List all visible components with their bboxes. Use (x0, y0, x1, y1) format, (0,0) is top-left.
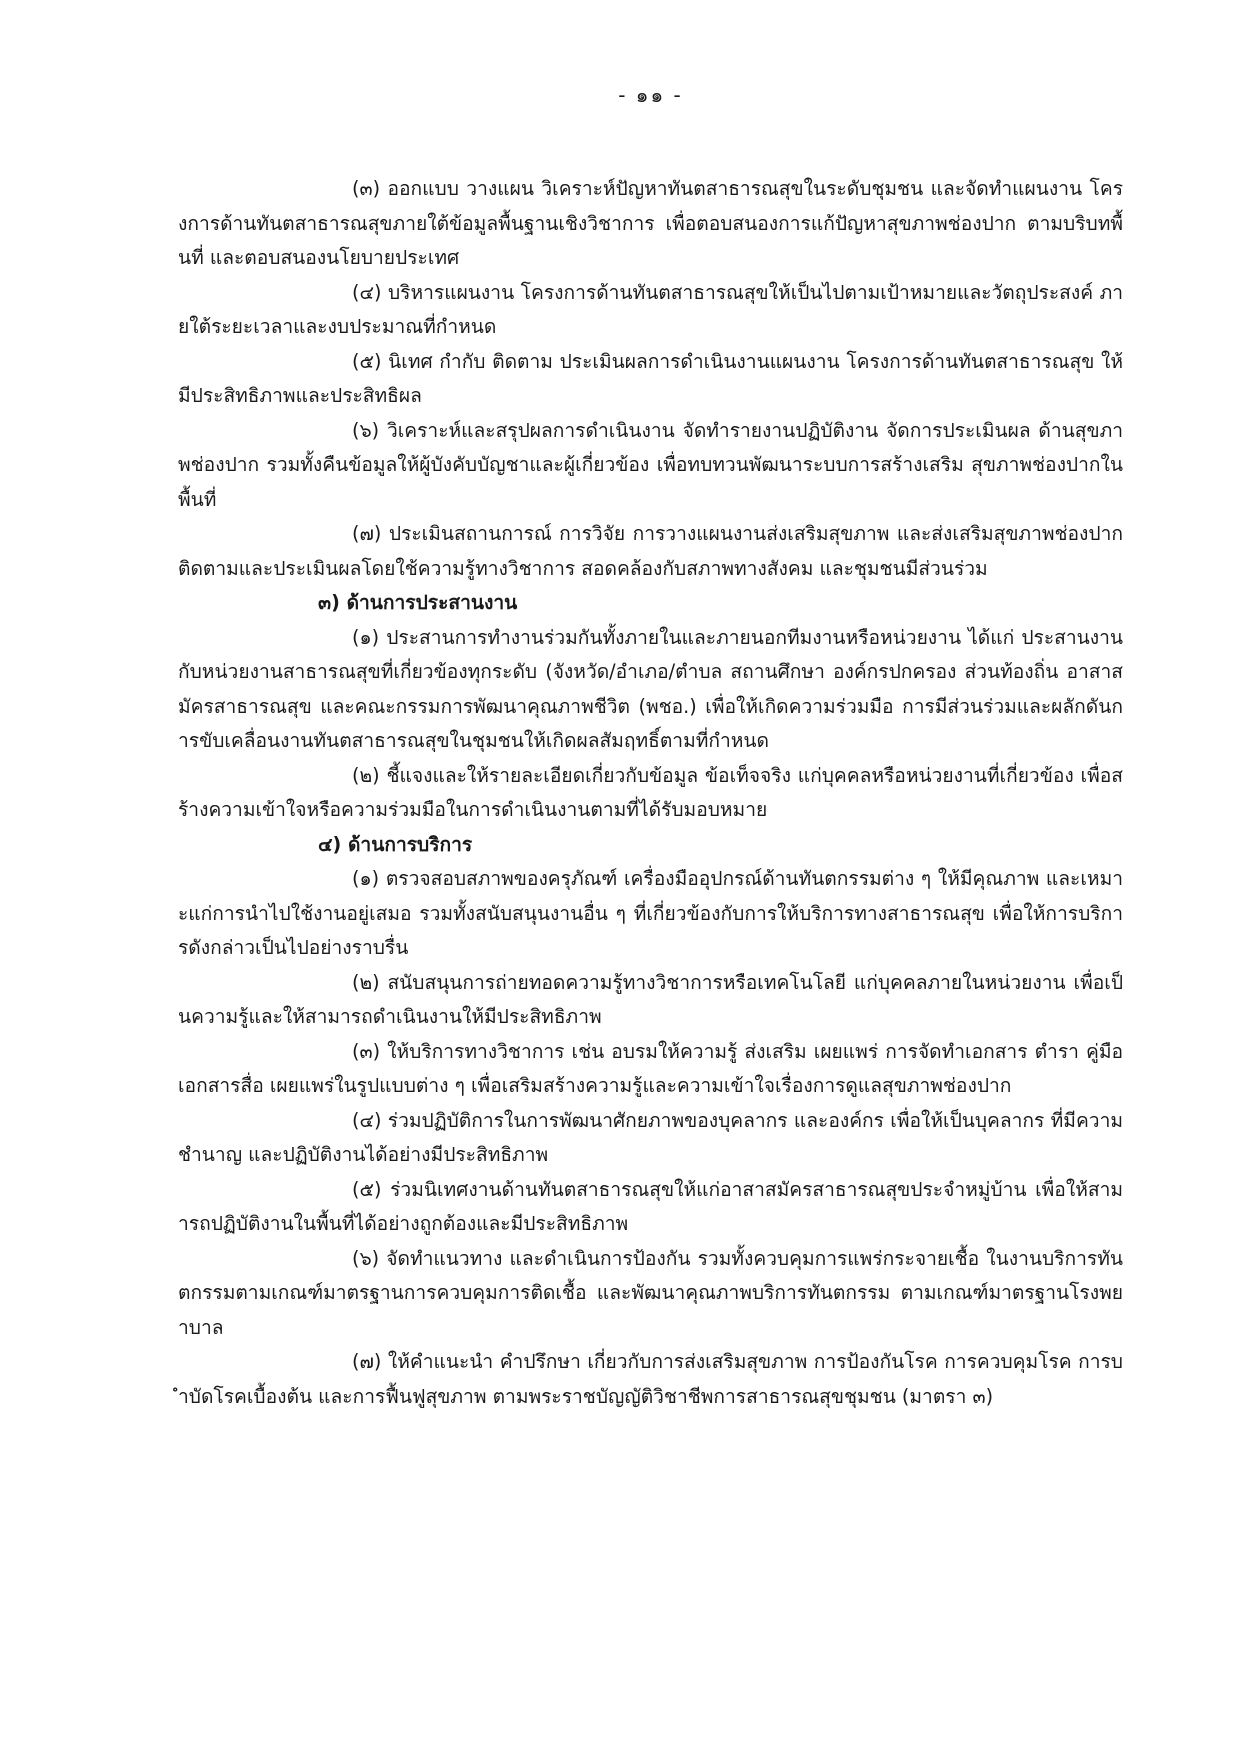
paragraph-3-design-planning: (๓) ออกแบบ วางแผน วิเคราะห์ปัญหาทันตสาธารณสุขในระดับชุมชน และจัดทำแผนงาน โครงการด้านทันตสาธารณสุขภายใต้ข้อมูลพื้นฐานเชิงวิชาการ เพื่อตอบสนองการแก้ปัญหาสุขภาพช่องปาก ตามบริบทพื้นที่ และตอบสนองนโยบายประเทศ (178, 177, 1123, 269)
section-heading-coordination: ๓) ด้านการประสานงาน (318, 591, 518, 614)
section-heading-service: ๔) ด้านการบริการ (318, 832, 473, 856)
paragraph-service-7: (๗) ให้คำแนะนำ คำปรึกษา เกี่ยวกับการส่งเสริมสุขภาพ การป้องกันโรค การควบคุมโรค การบำบัดโรคเบื้องต้น และการฟื้นฟูสุขภาพ ตามพระราชบัญญัติวิชาชีพการสาธารณสุขชุมชน (มาตรา ๓) (178, 1350, 1123, 1408)
paragraph-service-5: (๕) ร่วมนิเทศงานด้านทันตสาธารณสุขให้แก่อาสาสมัครสาธารณสุขประจำหมู่บ้าน เพื่อให้สามารถปฏิบัติงานในพื้นที่ได้อย่างถูกต้องและมีประสิทธิภาพ (178, 1177, 1123, 1235)
paragraph-service-6: (๖) จัดทำแนวทาง และดำเนินการป้องกัน รวมทั้งควบคุมการแพร่กระจายเชื้อ ในงานบริการทันตกรรมตามเกณฑ์มาตรฐานการควบคุมการติดเชื้อ และพัฒนาคุณภาพบริการทันตกรรม ตามเกณฑ์มาตรฐานโรงพยาบาล (178, 1246, 1123, 1339)
paragraph-service-2: (๒) สนับสนุนการถ่ายทอดความรู้ทางวิชาการหรือเทคโนโลยี แก่บุคคลภายในหน่วยงาน เพื่อเป็นความรู้และให้สามารถดำเนินงานให้มีประสิทธิภาพ (178, 970, 1123, 1028)
paragraph-coordination-1: (๑) ประสานการทำงานร่วมกันทั้งภายในและภายนอกทีมงานหรือหน่วยงาน ได้แก่ ประสานงานกับหน่วยงานสาธารณสุขที่เกี่ยวข้องทุกระดับ (จังหวัด/อำเภอ/ตำบล สถานศึกษา องค์กรปกครอง ส่วนท้องถิ่น อาสาสมัครสาธารณสุข และคณะกรรมการพัฒนาคุณภาพชีวิต (พชอ.) เพื่อให้เกิดความร่วมมือ การมีส่วนร่วมและผลักดันการขับเคลื่อนงานทันตสาธารณสุขในชุมชนให้เกิดผลสัมฤทธิ์ตามที่กำหนด (178, 625, 1123, 752)
page-number: - ๑๑ - (618, 83, 683, 107)
paragraph-7-situation-research: (๗) ประเมินสถานการณ์ การวิจัย การวางแผนงานส่งเสริมสุขภาพ และส่งเสริมสุขภาพช่องปาก ติดตามและประเมินผลโดยใช้ความรู้ทางวิชาการ สอดคล้องกับสภาพทางสังคม และชุมชนมีส่วนร่วม (178, 522, 1123, 580)
paragraph-4-manage-projects: (๔) บริหารแผนงาน โครงการด้านทันตสาธารณสุขให้เป็นไปตามเป้าหมายและวัตถุประสงค์ ภายใต้ระยะเวลาและงบประมาณที่กำหนด (178, 280, 1123, 338)
paragraph-service-4: (๔) ร่วมปฏิบัติการในการพัฒนาศักยภาพของบุคลากร และองค์กร เพื่อให้เป็นบุคลากร ที่มีความชำนาญ และปฏิบัติงานได้อย่างมีประสิทธิภาพ (178, 1108, 1123, 1166)
paragraph-service-3: (๓) ให้บริการทางวิชาการ เช่น อบรมให้ความรู้ ส่งเสริม เผยแพร่ การจัดทำเอกสาร ตำรา คู่มือ เอกสารสื่อ เผยแพร่ในรูปแบบต่าง ๆ เพื่อเสริมสร้างความรู้และความเข้าใจเรื่องการดูแลสุขภาพช่องปาก (178, 1039, 1123, 1097)
paragraph-service-1: (๑) ตรวจสอบสภาพของครุภัณฑ์ เครื่องมืออุปกรณ์ด้านทันตกรรมต่าง ๆ ให้มีคุณภาพ และเหมาะแก่การนำไปใช้งานอยู่เสมอ รวมทั้งสนับสนุนงานอื่น ๆ ที่เกี่ยวข้องกับการให้บริการทางสาธารณสุข เพื่อให้การบริการดังกล่าวเป็นไปอย่างราบรื่น (178, 867, 1123, 959)
paragraph-5-supervise-evaluate: (๕) นิเทศ กำกับ ติดตาม ประเมินผลการดำเนินงานแผนงาน โครงการด้านทันตสาธารณสุข ให้มีประสิทธิภาพและประสิทธิผล (178, 349, 1123, 407)
paragraph-coordination-2: (๒) ชี้แจงและให้รายละเอียดเกี่ยวกับข้อมูล ข้อเท็จจริง แก่บุคคลหรือหน่วยงานที่เกี่ยวข้อง เพื่อสร้างความเข้าใจหรือความร่วมมือในการดำเนินงานตามที่ได้รับมอบหมาย (178, 763, 1123, 821)
paragraph-6-analyze-report: (๖) วิเคราะห์และสรุปผลการดำเนินงาน จัดทำรายงานปฏิบัติงาน จัดการประเมินผล ด้านสุขภาพช่องปาก รวมทั้งคืนข้อมูลให้ผู้บังคับบัญชาและผู้เกี่ยวข้อง เพื่อทบทวนพัฒนาระบบการสร้างเสริม สุขภาพช่องปากในพื้นที่ (178, 418, 1123, 511)
